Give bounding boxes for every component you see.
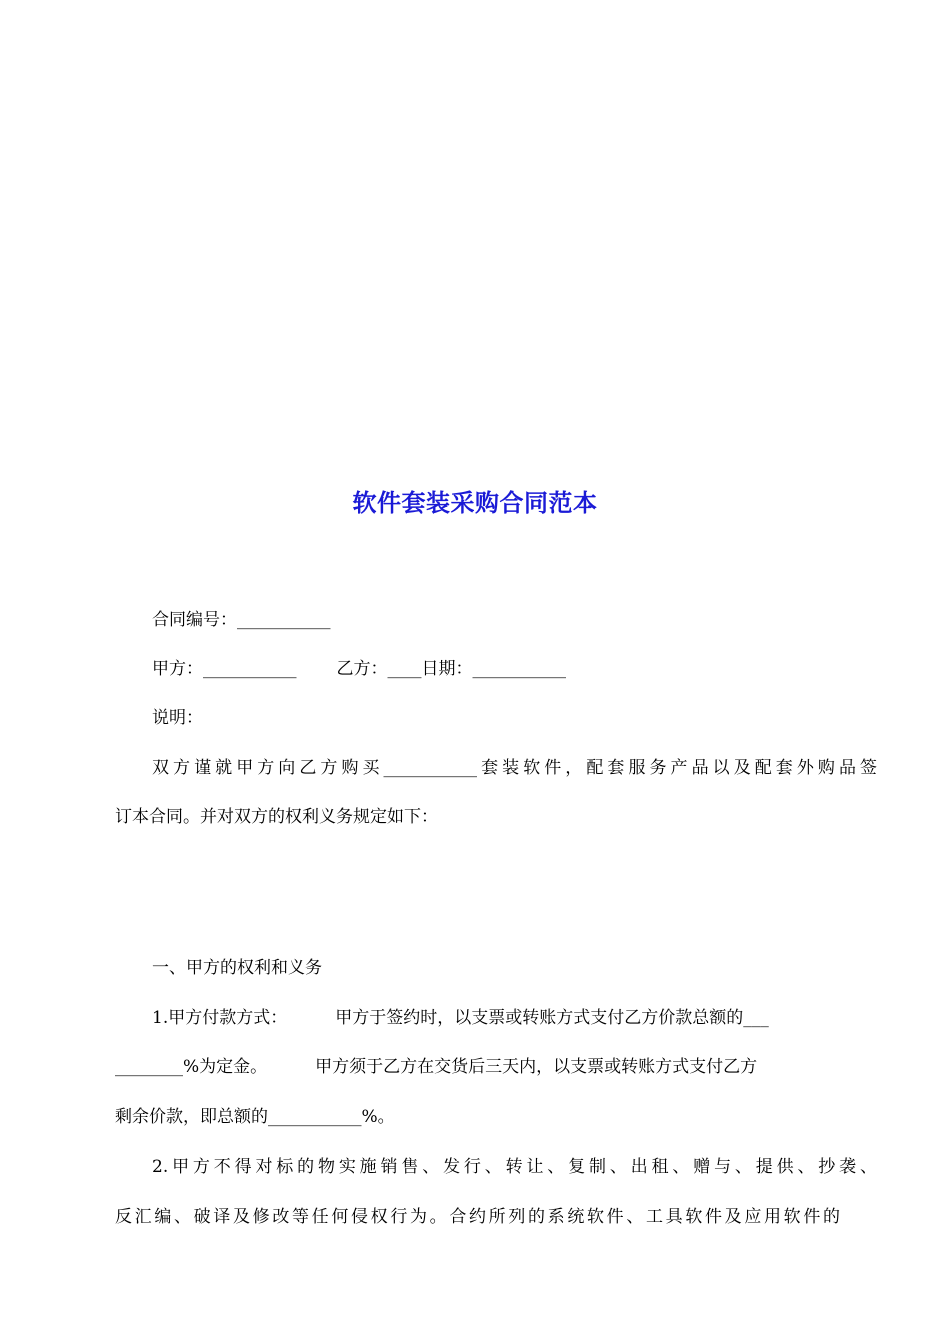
contract-number-line: 合同编号：___________ [152,610,331,630]
description-label: 说明： [152,708,203,728]
item-2-line-1: 2.甲方不得对标的物实施销售、发行、转让、复制、出租、赠与、提供、抄袭、 [152,1157,877,1177]
parties-line [115,654,877,684]
item-2-line-2: 反汇编、破译及修改等任何侵权行为。合约所列的系统软件、工具软件及应用软件的 [115,1207,840,1227]
section-1-heading: 一、甲方的权利和义务 [152,958,322,978]
party-b-date-field: 乙方：____日期：___________ [336,659,566,679]
intro-paragraph-line-1: 双方谨就甲方向乙方购买___________套装软件，配套服务产品以及配套外购品签 [152,758,877,778]
item-1-line-3: 剩余价款，即总额的___________%。 [115,1107,395,1127]
item-1-line-2 [115,1052,840,1082]
item-1-text-b1: ________%为定金。 [115,1057,268,1077]
item-1-text-a: 甲方于签约时，以支票或转账方式支付乙方价款总额的___ [335,1008,769,1028]
intro-paragraph-line-2: 订本合同。并对双方的权利义务规定如下： [115,807,438,827]
item-1-label: 1.甲方付款方式： [152,1008,288,1028]
item-1-line-1 [115,1003,877,1033]
party-a-field: 甲方：___________ [152,659,297,679]
document-title: 软件套装采购合同范本 [352,489,598,517]
item-1-text-b2: 甲方须于乙方在交货后三天内，以支票或转账方式支付乙方 [315,1057,758,1077]
